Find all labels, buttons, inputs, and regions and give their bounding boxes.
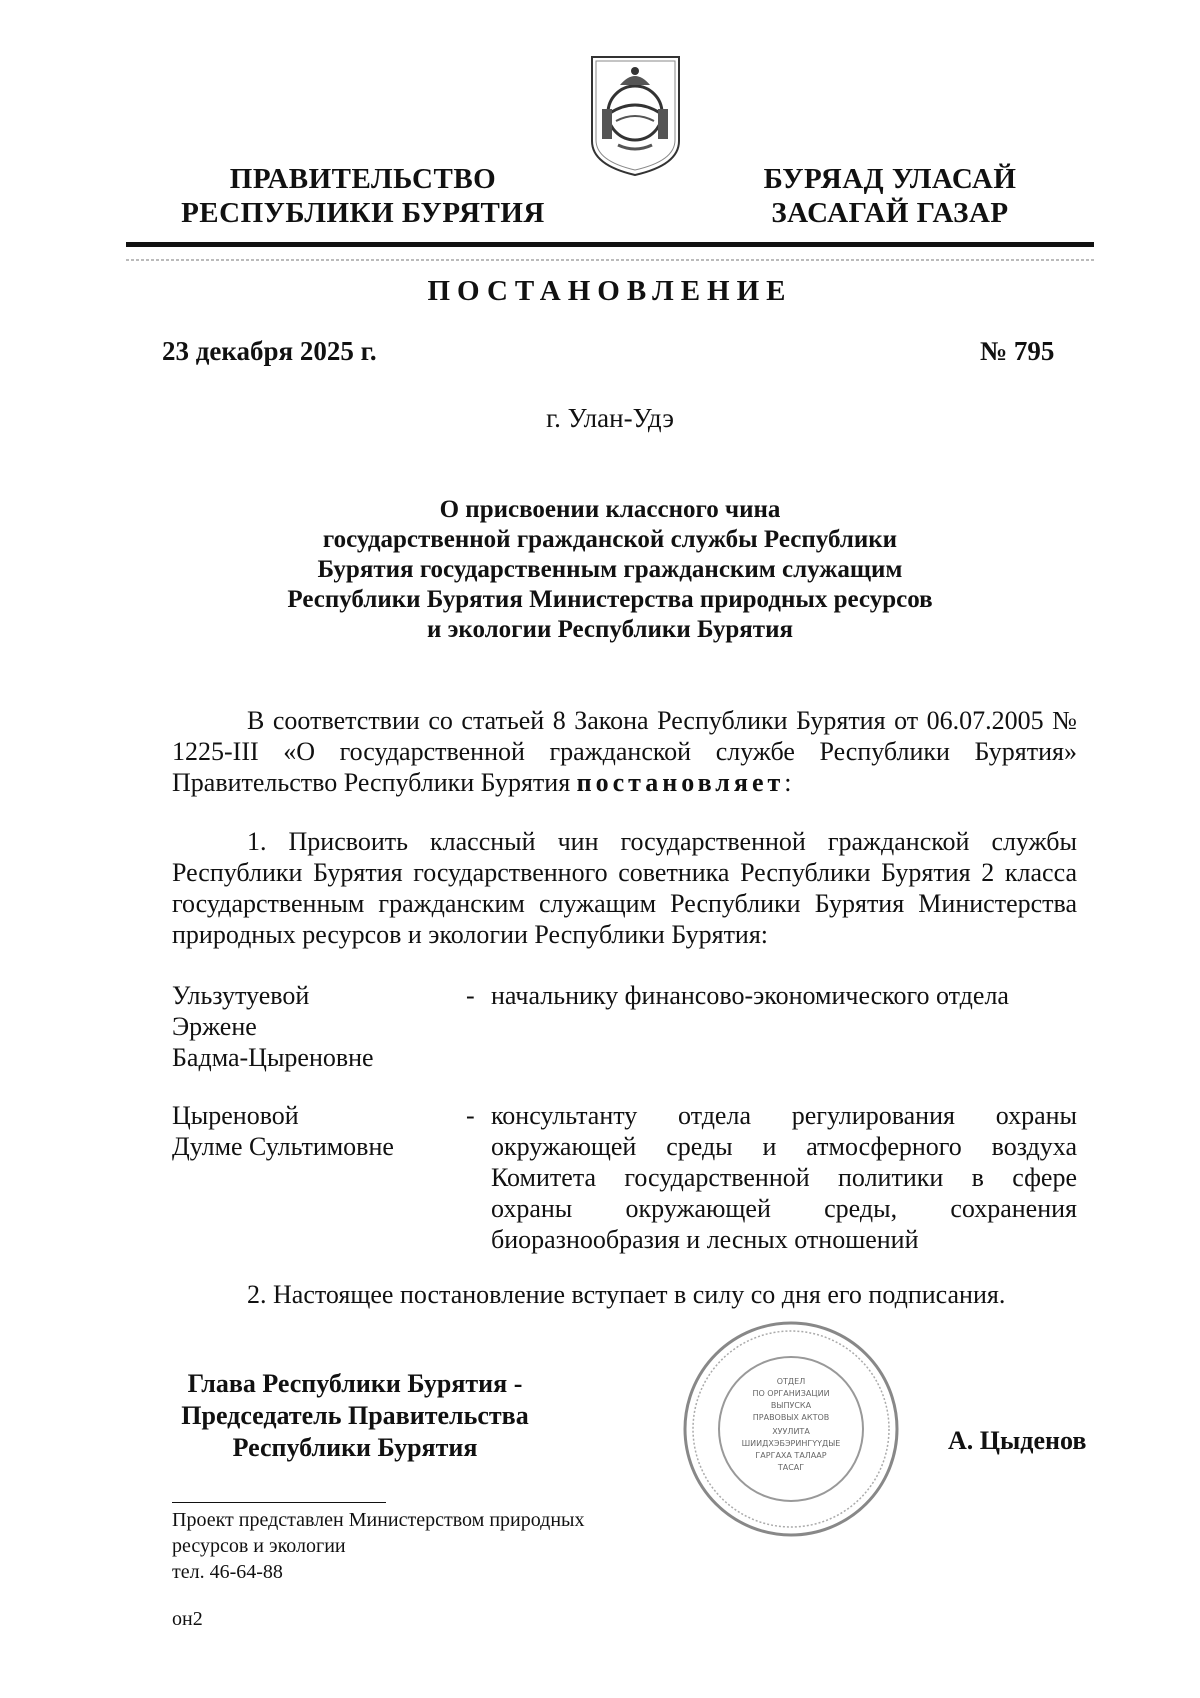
nl: государственной гражданской службы Республики bbox=[322, 526, 898, 553]
nl: Дулме Сультимовне bbox=[172, 1132, 394, 1161]
stamp-line: ПРАВОВЫХ АКТОВ bbox=[752, 1413, 830, 1422]
person-1-position: начальнику финансово-экономического отдела bbox=[491, 981, 1009, 1010]
document-code: он2 bbox=[172, 1608, 203, 1630]
document-date: 23 декабря 2025 г. bbox=[162, 336, 377, 366]
stamp-line: ГАРГАХА ТАЛААР bbox=[755, 1451, 827, 1460]
nl: ЗАСАГАЙ ГАЗАР bbox=[771, 197, 1009, 229]
footnote-divider bbox=[172, 1502, 386, 1503]
nl: Бадма-Цыреновне bbox=[172, 1043, 374, 1072]
stamp-line: ОТДЕЛ bbox=[776, 1377, 806, 1386]
header-divider-thin bbox=[126, 259, 1094, 261]
nl: Цыреновой bbox=[172, 1101, 299, 1130]
nl: РЕСПУБЛИКИ БУРЯТИЯ bbox=[181, 197, 545, 229]
preamble-end: : bbox=[784, 768, 792, 797]
nl: Республики Бурятия bbox=[232, 1433, 478, 1462]
nl: и экологии Республики Бурятия bbox=[426, 616, 794, 643]
person-2-name bbox=[172, 1100, 442, 1162]
preamble-verb: постановляет bbox=[576, 768, 785, 797]
nl: Проект представлен Министерством природных bbox=[172, 1509, 585, 1531]
nl: Эржене bbox=[172, 1012, 257, 1041]
document-title: ПОСТАНОВЛЕНИЕ bbox=[427, 275, 793, 307]
official-stamp bbox=[680, 1318, 902, 1540]
stamp-line: ВЫПУСКА bbox=[770, 1401, 812, 1410]
document-city: г. Улан-Удэ bbox=[546, 403, 674, 433]
signatory-title bbox=[150, 1368, 560, 1464]
nl: тел. 46-64-88 bbox=[172, 1561, 283, 1583]
signatory-name: А. Цыденов bbox=[948, 1426, 1087, 1455]
nl: О присвоении классного чина bbox=[439, 496, 781, 523]
nl: БУРЯАД УЛАСАЙ bbox=[763, 163, 1017, 195]
stamp-line: ШИИДХЭБЭРИНГҮҮДЫЕ bbox=[741, 1439, 841, 1448]
person-2-position: консультанту отдела регулирования охраны окружающей среды и атмосферного воздуха Комитета государственной политики в сфере охраны окружающей среды, сохранения биоразнообразия и лесных отношений bbox=[491, 1101, 1077, 1254]
project-note bbox=[172, 1507, 672, 1585]
item-1-paragraph: 1. Присвоить классный чин государственной гражданской службы Республики Бурятия государственного советника Республики Бурятия 2 класса государственным гражданским служащим Республики Бурятия Министерства природных ресурсов и экологии Республики Бурятия: bbox=[172, 827, 1077, 949]
preamble-text: В соответствии со статьей 8 Закона Республики Бурятия от 06.07.2005 № 1225-III «О государственной гражданской службе Республики Бурятия» Правительство Республики Бурятия bbox=[172, 706, 1077, 797]
person-1-name bbox=[172, 980, 442, 1073]
nl: Председатель Правительства bbox=[181, 1401, 529, 1430]
stamp-line: ПО ОРГАНИЗАЦИИ bbox=[752, 1389, 830, 1398]
government-name-buryat bbox=[740, 162, 1040, 230]
stamp-line: ТАСАГ bbox=[777, 1463, 805, 1472]
document-subject bbox=[240, 495, 980, 645]
nl: Ульзутуевой bbox=[172, 981, 310, 1010]
government-name-russian bbox=[178, 162, 548, 230]
document-number: № 795 bbox=[980, 336, 1055, 366]
person-1-dash: - bbox=[466, 981, 475, 1010]
header-divider bbox=[126, 242, 1094, 247]
stamp-line: ХУУЛИТА bbox=[772, 1427, 810, 1436]
nl: Глава Республики Бурятия - bbox=[187, 1369, 523, 1398]
nl: ПРАВИТЕЛЬСТВО bbox=[229, 163, 497, 195]
nl: Республики Бурятия Министерства природных ресурсов bbox=[287, 586, 933, 613]
person-2-dash: - bbox=[466, 1101, 475, 1130]
preamble-paragraph bbox=[172, 705, 1077, 798]
coat-of-arms-emblem bbox=[588, 53, 683, 177]
item-2-paragraph: 2. Настоящее постановление вступает в силу со дня его подписания. bbox=[247, 1280, 1006, 1309]
nl: Бурятия государственным гражданским служащим bbox=[317, 556, 903, 583]
nl: ресурсов и экологии bbox=[172, 1535, 346, 1557]
